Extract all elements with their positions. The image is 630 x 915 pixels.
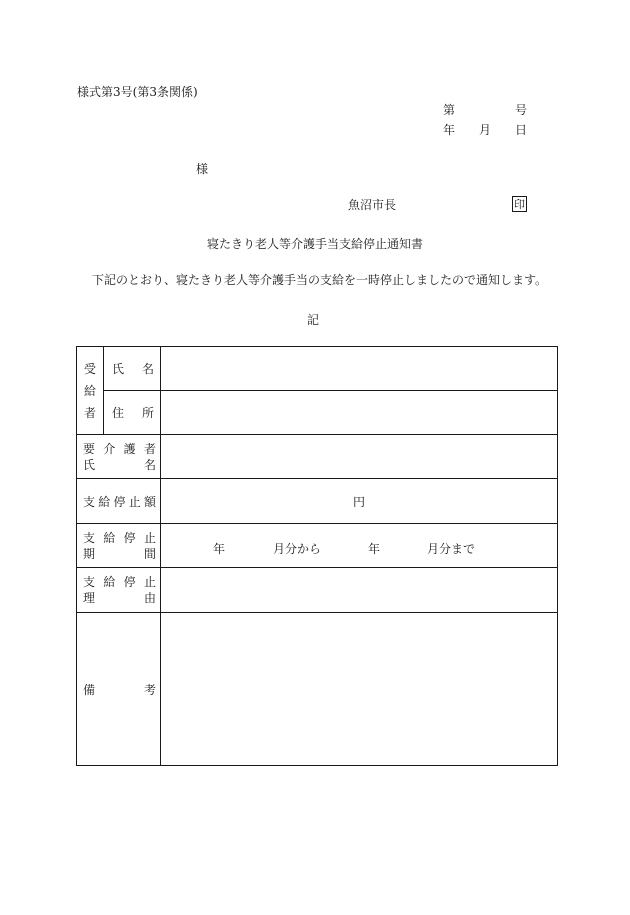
date-year: 年: [443, 123, 456, 137]
name-label: 氏 名: [104, 347, 161, 391]
intro-text: 下記のとおり、寝たきり老人等介護手当の支給を一時停止しましたので通知します。: [92, 273, 548, 287]
remarks-field[interactable]: [161, 613, 558, 766]
stop-amount-field[interactable]: [161, 479, 558, 524]
document-title: 寝たきり老人等介護手当支給停止通知書: [206, 237, 423, 251]
stop-period-label: 支 給 停 止 期 間: [77, 524, 161, 568]
notice-form-table: [76, 346, 558, 766]
stop-amount-label: 支 給 停 止 額: [77, 479, 161, 524]
number-prefix: 第: [443, 103, 456, 117]
stop-reason-label: 支 給 停 止 理 由: [77, 568, 161, 613]
address-label: 住 所: [104, 391, 161, 435]
care-person-name-field[interactable]: [161, 435, 558, 479]
ki-label: 記: [307, 313, 320, 327]
table-row: [77, 613, 558, 766]
table-row: [77, 568, 558, 613]
recipient-group-label: 受 給 者: [77, 347, 104, 435]
stop-period-field[interactable]: [161, 524, 558, 568]
name-field[interactable]: [161, 347, 558, 391]
period-from-label: 月分から: [273, 542, 322, 556]
period-year-from: 年: [213, 542, 226, 556]
care-person-label: 要 介 護 者 氏 名: [77, 435, 161, 479]
remarks-label: 備 考: [77, 613, 161, 766]
stop-reason-field[interactable]: [161, 568, 558, 613]
form-id: 様式第3号(第3条関係): [77, 85, 198, 99]
date-month: 月: [479, 123, 492, 137]
address-field[interactable]: [161, 391, 558, 435]
period-year-until: 年: [368, 542, 381, 556]
yen-unit: 円: [352, 494, 365, 509]
table-row: [77, 435, 558, 479]
issuer-name: 魚沼市長: [348, 198, 397, 212]
period-until-label: 月分まで: [427, 542, 476, 556]
seal-mark: 印: [514, 198, 525, 211]
date-day: 日: [515, 123, 528, 137]
table-row: [77, 391, 558, 435]
table-row: [77, 347, 558, 391]
table-row: [77, 479, 558, 524]
table-row: [77, 524, 558, 568]
addressee-suffix: 様: [196, 162, 209, 176]
number-suffix: 号: [515, 103, 528, 117]
